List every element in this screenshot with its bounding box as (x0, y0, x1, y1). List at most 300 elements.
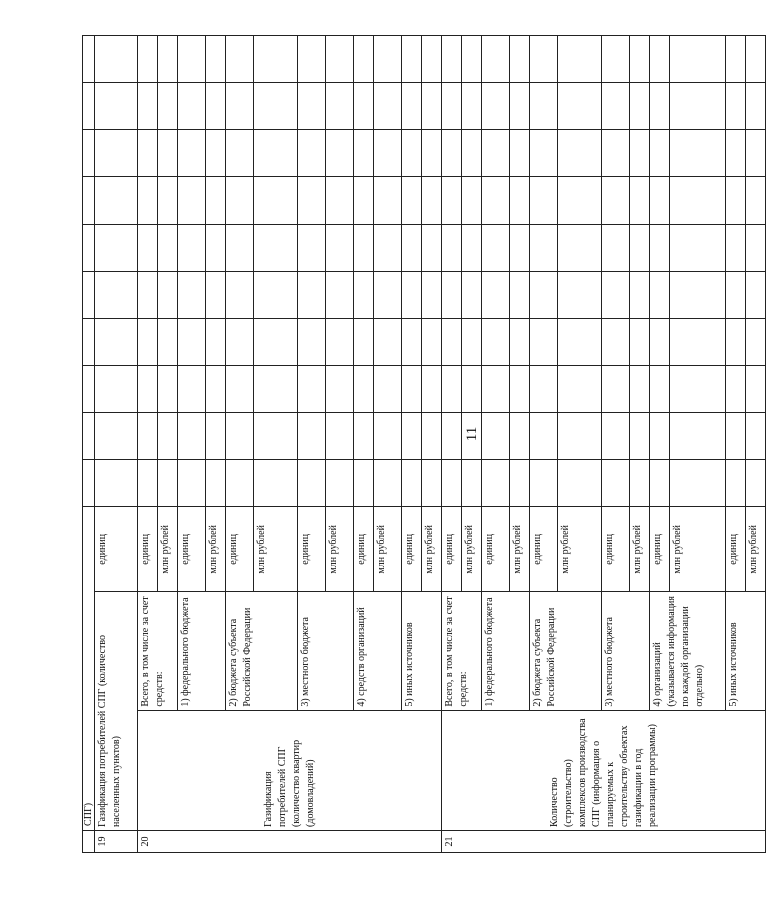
value-cell (422, 83, 442, 130)
value-cell (746, 365, 766, 412)
unit-cell: млн рублей (326, 507, 354, 592)
value-cell (254, 130, 298, 177)
value-cell (298, 318, 326, 365)
value-cell (83, 130, 95, 177)
value-cell (422, 318, 442, 365)
funding-source-cell: 5) иных источников (402, 592, 442, 710)
unit-cell: млн рублей (746, 507, 766, 592)
value-cell (402, 177, 422, 224)
value-cell (298, 130, 326, 177)
value-cell (482, 318, 510, 365)
value-cell (746, 460, 766, 507)
value-cell (95, 177, 138, 224)
value-cell (530, 365, 558, 412)
value-cell (650, 130, 670, 177)
value-cell (326, 460, 354, 507)
value-cell (422, 224, 442, 271)
value-cell (670, 412, 726, 459)
value-cell (482, 224, 510, 271)
value-cell (326, 365, 354, 412)
value-cell (558, 130, 602, 177)
value-cell (326, 271, 354, 318)
value-cell (178, 365, 206, 412)
value-cell (158, 365, 178, 412)
value-cell (510, 460, 530, 507)
table-row (442, 36, 462, 853)
value-cell (510, 224, 530, 271)
value-cell (558, 365, 602, 412)
row-label-20: Газификация потребителей СПГ (количество квартир (домовладений) (138, 710, 442, 830)
unit-cell: единиц (726, 507, 746, 592)
value-cell (354, 36, 374, 83)
value-cell (158, 83, 178, 130)
value-cell (650, 365, 670, 412)
value-cell (402, 365, 422, 412)
value-cell (726, 130, 746, 177)
value-cell (374, 412, 402, 459)
unit-cell: млн рублей (630, 507, 650, 592)
value-cell (442, 460, 462, 507)
unit-cell: единиц (530, 507, 558, 592)
value-cell (178, 271, 206, 318)
value-cell (138, 224, 158, 271)
value-cell (602, 224, 630, 271)
value-cell (650, 460, 670, 507)
value-cell (462, 224, 482, 271)
value-cell (374, 224, 402, 271)
value-cell (254, 271, 298, 318)
value-cell (354, 271, 374, 318)
funding-source-cell: Всего, в том числе за счет средств: (442, 592, 482, 710)
value-cell (650, 318, 670, 365)
funding-source-cell: 2) бюджета субъекта Российской Федерации (226, 592, 298, 710)
value-cell (206, 36, 226, 83)
value-cell (602, 365, 630, 412)
value-cell (746, 36, 766, 83)
unit-cell: млн рублей (510, 507, 530, 592)
unit-cell: млн рублей (670, 507, 726, 592)
value-cell (422, 412, 442, 459)
value-cell (442, 83, 462, 130)
value-cell (670, 271, 726, 318)
value-cell (354, 130, 374, 177)
value-cell (226, 271, 254, 318)
value-cell (354, 224, 374, 271)
value-cell (558, 318, 602, 365)
value-cell (206, 460, 226, 507)
row-number-20: 20 (138, 830, 442, 852)
value-cell (326, 318, 354, 365)
unit-cell: млн рублей (374, 507, 402, 592)
value-cell (254, 177, 298, 224)
value-cell (630, 460, 650, 507)
value-cell (422, 460, 442, 507)
value-cell (462, 412, 482, 459)
value-cell (138, 460, 158, 507)
value-cell (178, 412, 206, 459)
value-cell (158, 271, 178, 318)
unit-cell: млн рублей (206, 507, 226, 592)
value-cell (650, 412, 670, 459)
row-label-21: Количество (строительство) комплексов производства СПГ (информация о планируемых к строительству объектах газификации в год реализации программы) (442, 710, 766, 830)
value-cell (95, 412, 138, 459)
value-cell (462, 271, 482, 318)
value-cell (138, 83, 158, 130)
value-cell (83, 365, 95, 412)
value-cell (178, 83, 206, 130)
funding-source-cell: 3) местного бюджета (602, 592, 650, 710)
unit-cell: единиц (482, 507, 510, 592)
value-cell (462, 130, 482, 177)
value-cell (726, 36, 746, 83)
value-cell (178, 318, 206, 365)
value-cell (178, 460, 206, 507)
value-cell (206, 318, 226, 365)
value-cell (602, 177, 630, 224)
value-cell (510, 365, 530, 412)
value-cell (374, 460, 402, 507)
value-cell (670, 460, 726, 507)
value-cell (462, 318, 482, 365)
value-cell (462, 460, 482, 507)
value-cell (630, 36, 650, 83)
funding-source-cell: 5) иных источников (726, 592, 766, 710)
value-cell (226, 365, 254, 412)
funding-source-cell: 2) бюджета субъекта Российской Федерации (530, 592, 602, 710)
value-cell (254, 412, 298, 459)
value-cell (602, 130, 630, 177)
value-cell (670, 318, 726, 365)
value-cell (206, 130, 226, 177)
value-cell (95, 271, 138, 318)
unit-cell: единиц (178, 507, 206, 592)
value-cell (442, 130, 462, 177)
value-cell (254, 460, 298, 507)
value-cell (402, 412, 422, 459)
value-cell (298, 36, 326, 83)
value-cell (354, 412, 374, 459)
value-cell (402, 224, 422, 271)
unit-cell: млн рублей (254, 507, 298, 592)
value-cell (630, 412, 650, 459)
value-cell (630, 365, 650, 412)
value-cell (138, 365, 158, 412)
page-number: 11 (464, 426, 480, 442)
funding-source-cell: 4) организаций (указывается информация по каждой организации отдельно) (650, 592, 726, 710)
value-cell (482, 36, 510, 83)
value-cell (83, 177, 95, 224)
value-cell (83, 460, 95, 507)
value-cell (670, 130, 726, 177)
value-cell (630, 318, 650, 365)
value-cell (226, 130, 254, 177)
value-cell (442, 412, 462, 459)
unit-cell: млн рублей (558, 507, 602, 592)
value-cell (138, 130, 158, 177)
unit-cell: единиц (602, 507, 630, 592)
value-cell (510, 130, 530, 177)
value-cell (83, 271, 95, 318)
unit-cell: млн рублей (422, 507, 442, 592)
value-cell (558, 460, 602, 507)
funding-source-cell: 4) средств организаций (354, 592, 402, 710)
value-cell (530, 318, 558, 365)
value-cell (726, 271, 746, 318)
value-cell (354, 460, 374, 507)
value-cell (510, 412, 530, 459)
value-cell (95, 318, 138, 365)
value-cell (83, 83, 95, 130)
value-cell (530, 130, 558, 177)
value-cell (402, 83, 422, 130)
value-cell (298, 365, 326, 412)
value-cell (226, 318, 254, 365)
value-cell (374, 83, 402, 130)
value-cell (650, 271, 670, 318)
value-cell (326, 36, 354, 83)
value-cell (726, 365, 746, 412)
value-cell (746, 83, 766, 130)
value-cell (226, 412, 254, 459)
value-cell (726, 224, 746, 271)
value-cell (442, 177, 462, 224)
unit-cell: единиц (402, 507, 422, 592)
value-cell (254, 83, 298, 130)
value-cell (95, 83, 138, 130)
value-cell (442, 318, 462, 365)
value-cell (298, 412, 326, 459)
value-cell (226, 177, 254, 224)
value-cell (354, 318, 374, 365)
value-cell (510, 83, 530, 130)
value-cell (602, 271, 630, 318)
report-table (82, 35, 766, 853)
value-cell (558, 36, 602, 83)
value-cell (178, 177, 206, 224)
value-cell (402, 318, 422, 365)
table-header-row (83, 36, 95, 853)
value-cell (206, 271, 226, 318)
unit-cell: единиц (226, 507, 254, 592)
value-cell (746, 130, 766, 177)
value-cell (442, 365, 462, 412)
value-cell (602, 36, 630, 83)
value-cell (158, 177, 178, 224)
value-cell (510, 318, 530, 365)
value-cell (650, 177, 670, 224)
value-cell (226, 83, 254, 130)
value-cell (402, 130, 422, 177)
value-cell (442, 36, 462, 83)
row-number-21: 21 (442, 830, 766, 852)
table-row (138, 36, 158, 853)
value-cell (178, 224, 206, 271)
value-cell (326, 224, 354, 271)
value-cell (602, 460, 630, 507)
value-cell (558, 177, 602, 224)
value-cell (530, 412, 558, 459)
row-number-19: 19 (95, 830, 138, 852)
funding-source-cell: 3) местного бюджета (298, 592, 354, 710)
value-cell (206, 412, 226, 459)
value-cell (326, 177, 354, 224)
value-cell (462, 177, 482, 224)
header-cell-num (83, 830, 95, 852)
value-cell (83, 412, 95, 459)
value-cell (158, 412, 178, 459)
value-cell (558, 271, 602, 318)
value-cell (726, 177, 746, 224)
value-cell (138, 318, 158, 365)
value-cell (374, 318, 402, 365)
value-cell (374, 365, 402, 412)
value-cell (374, 36, 402, 83)
unit-cell: единиц (138, 507, 158, 592)
value-cell (374, 130, 402, 177)
value-cell (630, 224, 650, 271)
value-cell (95, 224, 138, 271)
value-cell (746, 177, 766, 224)
value-cell (226, 460, 254, 507)
value-cell (630, 177, 650, 224)
value-cell (178, 36, 206, 83)
value-cell (95, 365, 138, 412)
value-cell (462, 83, 482, 130)
value-cell (206, 224, 226, 271)
value-cell (206, 365, 226, 412)
value-cell (158, 318, 178, 365)
value-cell (746, 318, 766, 365)
value-cell (138, 177, 158, 224)
value-cell (402, 271, 422, 318)
value-cell (670, 83, 726, 130)
value-cell (254, 365, 298, 412)
value-cell (630, 130, 650, 177)
value-cell (138, 271, 158, 318)
value-cell (326, 130, 354, 177)
row-label-19: Газификация потребителей СПГ (количество населенных пунктов) (95, 592, 138, 831)
value-cell (726, 318, 746, 365)
value-cell (442, 271, 462, 318)
value-cell (158, 224, 178, 271)
value-cell (462, 365, 482, 412)
value-cell (95, 130, 138, 177)
value-cell (95, 460, 138, 507)
value-cell (530, 83, 558, 130)
value-cell (354, 83, 374, 130)
value-cell (482, 130, 510, 177)
value-cell (670, 365, 726, 412)
value-cell (726, 83, 746, 130)
unit-cell-19: единиц (95, 507, 138, 592)
unit-cell: единиц (442, 507, 462, 592)
value-cell (254, 36, 298, 83)
unit-cell: единиц (650, 507, 670, 592)
value-cell (298, 271, 326, 318)
value-cell (422, 365, 442, 412)
value-cell (462, 36, 482, 83)
value-cell (326, 412, 354, 459)
value-cell (206, 177, 226, 224)
value-cell (650, 83, 670, 130)
value-cell (670, 36, 726, 83)
value-cell (482, 412, 510, 459)
value-cell (326, 83, 354, 130)
value-cell (374, 177, 402, 224)
value-cell (530, 460, 558, 507)
value-cell (226, 36, 254, 83)
value-cell (354, 177, 374, 224)
value-cell (530, 36, 558, 83)
funding-source-cell: Всего, в том числе за счет средств: (138, 592, 178, 710)
value-cell (206, 83, 226, 130)
value-cell (83, 318, 95, 365)
value-cell (158, 130, 178, 177)
table-row-19 (95, 36, 138, 853)
value-cell (510, 177, 530, 224)
funding-source-cell: 1) федерального бюджета (482, 592, 530, 710)
value-cell (510, 271, 530, 318)
value-cell (746, 271, 766, 318)
value-cell (726, 412, 746, 459)
value-cell (422, 271, 442, 318)
value-cell (670, 224, 726, 271)
value-cell (482, 460, 510, 507)
value-cell (650, 224, 670, 271)
value-cell (510, 36, 530, 83)
value-cell (482, 177, 510, 224)
value-cell (482, 83, 510, 130)
value-cell (670, 177, 726, 224)
value-cell (482, 271, 510, 318)
unit-cell: млн рублей (462, 507, 482, 592)
value-cell (650, 36, 670, 83)
value-cell (95, 36, 138, 83)
value-cell (558, 83, 602, 130)
value-cell (630, 83, 650, 130)
value-cell (298, 460, 326, 507)
value-cell (530, 177, 558, 224)
value-cell (138, 36, 158, 83)
value-cell (422, 36, 442, 83)
value-cell (402, 36, 422, 83)
value-cell (602, 83, 630, 130)
value-cell (558, 412, 602, 459)
value-cell (254, 318, 298, 365)
value-cell (354, 365, 374, 412)
unit-cell: единиц (354, 507, 374, 592)
value-cell (374, 271, 402, 318)
rotated-table-wrapper (82, 35, 759, 853)
value-cell (630, 271, 650, 318)
value-cell (746, 412, 766, 459)
funding-source-cell: 1) федерального бюджета (178, 592, 226, 710)
value-cell (298, 224, 326, 271)
value-cell (298, 177, 326, 224)
value-cell (726, 460, 746, 507)
unit-cell: единиц (298, 507, 326, 592)
value-cell (602, 412, 630, 459)
value-cell (482, 365, 510, 412)
value-cell (83, 224, 95, 271)
value-cell (442, 224, 462, 271)
unit-cell: млн рублей (158, 507, 178, 592)
value-cell (158, 36, 178, 83)
value-cell (158, 460, 178, 507)
value-cell (422, 177, 442, 224)
value-cell (602, 318, 630, 365)
value-cell (83, 36, 95, 83)
